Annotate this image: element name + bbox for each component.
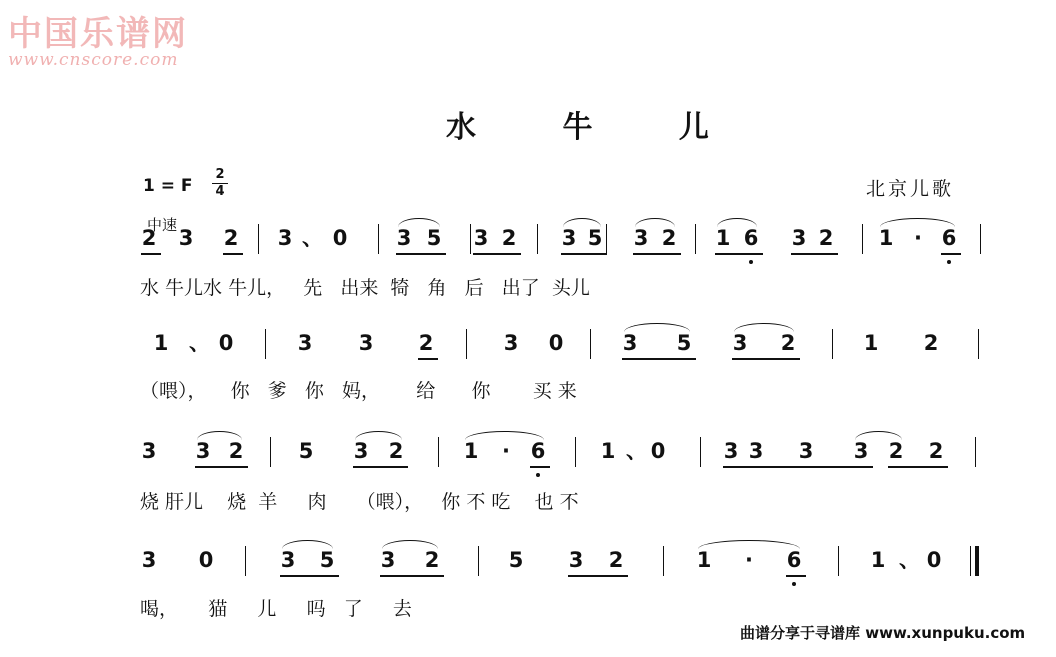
note: 2 <box>923 331 939 355</box>
barline <box>575 437 576 467</box>
note: 3 <box>141 439 157 463</box>
note: 2 <box>818 226 834 250</box>
note: 2 <box>608 548 624 572</box>
tie-arc <box>465 431 544 440</box>
note: · <box>502 439 510 463</box>
lyrics-line: （喂）， 你 爹 你 妈， 给 你 买 来 <box>140 380 577 402</box>
note: 2 <box>780 331 796 355</box>
note: 3 <box>622 331 638 355</box>
beam-underline <box>473 253 521 255</box>
note: 0 <box>332 226 348 250</box>
note: 2 <box>418 331 434 355</box>
tie-arc <box>282 540 333 549</box>
note: 5 <box>426 226 442 250</box>
note: 3 <box>141 548 157 572</box>
beam-underline <box>353 466 408 468</box>
note: 2 <box>424 548 440 572</box>
tie-arc <box>563 218 601 227</box>
tie-arc <box>734 323 794 332</box>
note: 、 <box>302 226 323 250</box>
note: 3 <box>195 439 211 463</box>
beam-underline <box>223 253 243 255</box>
tie-arc <box>880 218 955 227</box>
lyrics-line: 喝， 猫 儿 吗 了 去 <box>140 598 412 620</box>
time-signature-top: 2 <box>215 167 225 182</box>
note: 0 <box>926 548 942 572</box>
note: 5 <box>319 548 335 572</box>
note: 2 <box>928 439 944 463</box>
barline <box>606 224 607 254</box>
note: 1 <box>153 331 169 355</box>
note: 3 <box>277 226 293 250</box>
footer-credit: 曲谱分享于寻谱库 www.xunpuku.com <box>740 624 1026 642</box>
note: 3 <box>853 439 869 463</box>
note: 3 <box>798 439 814 463</box>
note: 6 <box>743 226 759 250</box>
beam-underline <box>530 466 550 468</box>
note: 3 <box>732 331 748 355</box>
tie-arc <box>624 323 690 332</box>
note: 3 <box>791 226 807 250</box>
barline <box>832 329 833 359</box>
tie-arc <box>197 431 242 440</box>
beam-underline <box>280 575 339 577</box>
note: 2 <box>141 226 157 250</box>
barline <box>695 224 696 254</box>
tie-arc <box>698 540 800 549</box>
note: 3 <box>280 548 296 572</box>
low-octave-dot <box>536 473 540 477</box>
barline <box>478 546 479 576</box>
note: 3 <box>396 226 412 250</box>
song-title: 水 牛 儿 <box>446 110 747 145</box>
beam-underline <box>791 253 838 255</box>
note: 3 <box>748 439 764 463</box>
barline <box>838 546 839 576</box>
tempo-marking: 中速 <box>147 216 178 234</box>
note: 3 <box>297 331 313 355</box>
time-signature-bottom: 4 <box>215 184 225 199</box>
note: 6 <box>786 548 802 572</box>
note: 3 <box>178 226 194 250</box>
beam-underline <box>568 575 628 577</box>
final-barline <box>975 546 979 576</box>
watermark-logo: 中国乐谱网 <box>8 14 188 54</box>
note: 2 <box>228 439 244 463</box>
note: 0 <box>198 548 214 572</box>
note: 、 <box>899 548 920 572</box>
beam-underline <box>786 575 806 577</box>
beam-underline <box>396 253 446 255</box>
barline <box>378 224 379 254</box>
note: 3 <box>473 226 489 250</box>
note: 3 <box>633 226 649 250</box>
note: 3 <box>568 548 584 572</box>
barline <box>270 437 271 467</box>
note: 5 <box>587 226 603 250</box>
note: 0 <box>548 331 564 355</box>
note: 2 <box>501 226 517 250</box>
barline <box>590 329 591 359</box>
final-barline-thin <box>970 546 971 576</box>
note: 、 <box>189 331 210 355</box>
note: 0 <box>650 439 666 463</box>
note: 、 <box>626 439 647 463</box>
barline <box>663 546 664 576</box>
beam-underline <box>622 358 696 360</box>
note: 6 <box>530 439 546 463</box>
beam-underline <box>561 253 607 255</box>
beam-underline <box>633 253 681 255</box>
beam-underline <box>888 466 948 468</box>
beam-underline <box>732 358 800 360</box>
time-signature <box>212 168 228 199</box>
beam-underline <box>195 466 248 468</box>
note: 2 <box>388 439 404 463</box>
note: 6 <box>941 226 957 250</box>
note: 2 <box>888 439 904 463</box>
tie-arc <box>355 431 402 440</box>
beam-underline <box>941 253 961 255</box>
note: 2 <box>661 226 677 250</box>
tie-arc <box>855 431 902 440</box>
note: · <box>745 548 753 572</box>
note: 3 <box>723 439 739 463</box>
note: 5 <box>508 548 524 572</box>
beam-underline <box>715 253 763 255</box>
note: 3 <box>358 331 374 355</box>
barline <box>258 224 259 254</box>
barline <box>245 546 246 576</box>
barline <box>978 329 979 359</box>
note: 3 <box>561 226 577 250</box>
note: 1 <box>715 226 731 250</box>
note: 3 <box>503 331 519 355</box>
note: 1 <box>696 548 712 572</box>
note: 1 <box>463 439 479 463</box>
beam-underline <box>141 253 161 255</box>
beam-underline <box>723 466 873 468</box>
barline <box>466 329 467 359</box>
low-octave-dot <box>749 260 753 264</box>
watermark-url: www.cnscore.com <box>8 50 179 70</box>
key-signature: 1 = F <box>143 176 193 196</box>
barline <box>975 437 976 467</box>
barline <box>537 224 538 254</box>
barline <box>470 224 471 254</box>
tie-arc <box>717 218 757 227</box>
lyrics-line: 水 牛儿水 牛儿， 先 出来 犄 角 后 出了 头儿 <box>140 277 590 299</box>
note: 5 <box>676 331 692 355</box>
note: 1 <box>600 439 616 463</box>
beam-underline <box>418 358 438 360</box>
barline <box>862 224 863 254</box>
barline <box>265 329 266 359</box>
barline <box>700 437 701 467</box>
song-source: 北京儿歌 <box>866 178 955 200</box>
note: 1 <box>878 226 894 250</box>
note: 3 <box>380 548 396 572</box>
note: 1 <box>870 548 886 572</box>
note: 1 <box>863 331 879 355</box>
low-octave-dot <box>792 582 796 586</box>
barline <box>438 437 439 467</box>
note: 5 <box>298 439 314 463</box>
tie-arc <box>382 540 438 549</box>
tie-arc <box>398 218 440 227</box>
note: · <box>914 226 922 250</box>
note: 2 <box>223 226 239 250</box>
note: 3 <box>353 439 369 463</box>
note: 0 <box>218 331 234 355</box>
barline <box>980 224 981 254</box>
beam-underline <box>380 575 444 577</box>
lyrics-line: 烧 肝儿 烧 羊 肉 （喂）， 你 不 吃 也 不 <box>140 491 579 513</box>
tie-arc <box>635 218 675 227</box>
low-octave-dot <box>947 260 951 264</box>
